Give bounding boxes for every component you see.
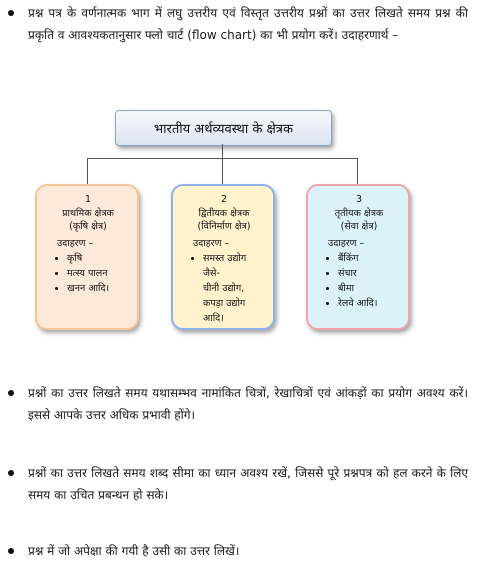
connector-branch-1	[87, 158, 88, 184]
bullet-icon	[8, 470, 14, 476]
connector-vertical-main	[222, 144, 223, 158]
continuation-line: चीनी उद्योग,	[203, 283, 245, 294]
connector-branch-2	[222, 158, 223, 184]
sector-title	[316, 207, 402, 233]
instruction-text: प्रश्नों का उत्तर लिखते समय यथासम्भव नामांकित चित्रों, रेखाचित्रों एवं आंकड़ों का प्रयोग अवश्य करें। इससे आपके उत्तर अधिक प्रभावी होंगे।	[28, 386, 468, 422]
sector-card-secondary	[171, 184, 275, 330]
instruction-item	[8, 382, 468, 426]
bullet-icon	[8, 390, 14, 396]
sector-title-line2: (विनिर्माण क्षेत्र)	[197, 221, 251, 232]
example-item: • बैंकिंग	[338, 251, 402, 266]
example-label: उदाहरण –	[328, 238, 365, 249]
example-item: • बीमा	[338, 281, 402, 296]
instruction-item	[8, 2, 468, 46]
connector-branch-3	[357, 158, 358, 184]
sector-title-line1: प्राथमिक क्षेत्रक	[62, 208, 114, 219]
sector-title-line2: (सेवा क्षेत्र)	[340, 221, 378, 232]
instruction-item	[8, 462, 468, 506]
sector-title-line1: द्वितीयक क्षेत्रक	[198, 208, 250, 219]
sector-title-line2: (कृषि क्षेत्र)	[69, 221, 107, 232]
example-label: उदाहरण –	[57, 238, 94, 249]
continuation-line: आदि।	[203, 313, 224, 324]
example-item: • खनन आदि।	[67, 281, 131, 296]
example-item: • मत्स्य पालन	[67, 266, 131, 281]
example-list	[316, 251, 402, 311]
instruction-text: प्रश्न पत्र के वर्णनात्मक भाग में लघु उत्तरीय एवं विस्तृत उत्तरीय प्रश्नों का उत्तर लिखते समय प्रश्न की प्रकृति व आवश्यकतानुसार फ्लो चार्ट (flow chart) का भी प्रयोग करें। उदाहरणार्थ –	[28, 6, 468, 42]
example-list	[45, 251, 131, 296]
instruction-item	[8, 540, 468, 562]
instruction-text: प्रश्न में जो अपेक्षा की गयी है उसी का उत्तर लिखें।	[28, 544, 240, 558]
sector-number: 1	[84, 194, 92, 205]
example-label: उदाहरण –	[193, 238, 230, 249]
sector-title	[45, 207, 131, 233]
continuation-line: कपड़ा उद्योग	[203, 298, 246, 309]
sector-title-line1: तृतीयक क्षेत्रक	[334, 208, 384, 219]
sector-card-primary	[35, 184, 139, 330]
example-item: • कृषि	[67, 251, 131, 266]
sector-number: 3	[355, 194, 363, 205]
sector-title	[181, 207, 267, 233]
sector-number: 2	[220, 194, 228, 205]
flowchart-title: भारतीय अर्थव्यवस्था के क्षेत्रक	[154, 122, 293, 137]
example-item: • रेलवे आदि।	[338, 296, 402, 311]
example-continuation	[181, 266, 267, 326]
instruction-text: प्रश्नों का उत्तर लिखते समय शब्द सीमा का ध्यान अवश्य रखें, जिससे पूरे प्रश्नपत्र को हल करने के लिए समय का उचित प्रबन्धन हो सके।	[28, 466, 468, 502]
example-item: • समस्त उद्योग	[203, 251, 267, 266]
bullet-icon	[8, 10, 14, 16]
example-list	[181, 251, 267, 266]
example-item: • संचार	[338, 266, 402, 281]
sector-card-tertiary	[306, 184, 410, 330]
continuation-line: जैसे-	[203, 268, 220, 279]
flowchart-title-box	[115, 110, 332, 146]
bullet-icon	[8, 548, 14, 554]
